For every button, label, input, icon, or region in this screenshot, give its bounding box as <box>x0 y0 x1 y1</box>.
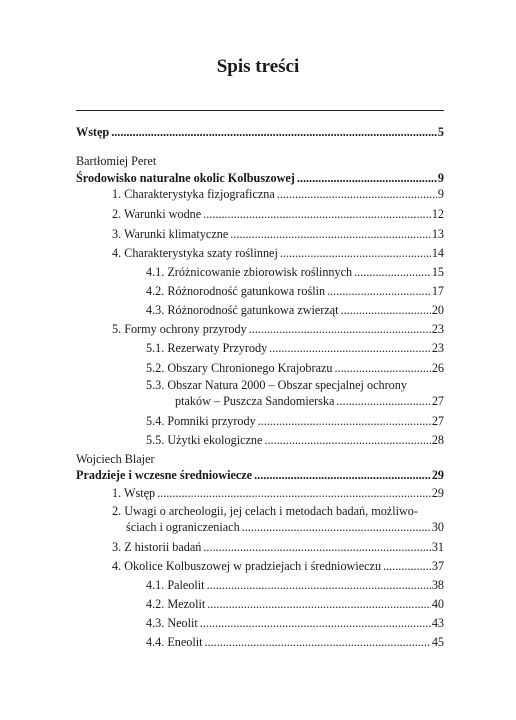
toc-subentry[interactable] <box>146 634 444 651</box>
toc-entry[interactable] <box>112 558 444 575</box>
dot-leader <box>207 596 431 613</box>
toc-subentry-continuation[interactable] <box>175 393 444 410</box>
toc-entry-text: 4.3. Różnorodność gatunkowa zwierząt <box>146 303 339 317</box>
toc-page-number: 13 <box>431 227 444 241</box>
dot-leader <box>334 360 430 377</box>
toc-page-number: 29 <box>431 486 444 500</box>
toc-entry-first-line[interactable]: 2. Uwagi o archeologii, jej celach i metodach badań, możliwo- <box>112 504 418 518</box>
dot-leader <box>254 467 431 484</box>
dot-leader <box>205 634 431 651</box>
toc-page-number: 9 <box>437 171 444 185</box>
toc-subentry[interactable] <box>146 264 444 281</box>
toc-entry-text: 5.1. Rezerwaty Przyrody <box>146 341 268 355</box>
toc-page-number: 27 <box>431 394 444 408</box>
section-title[interactable] <box>76 467 444 484</box>
toc-entry-continuation[interactable] <box>126 519 444 536</box>
dot-leader <box>383 558 431 575</box>
toc-entry-text: 4. Okolice Kolbuszowej w pradziejach i średniowieczu <box>112 559 382 573</box>
dot-leader <box>249 321 431 338</box>
toc-subentry[interactable] <box>146 432 444 449</box>
dot-leader <box>242 519 431 536</box>
dot-leader <box>354 264 431 281</box>
toc-subentry[interactable] <box>146 413 444 430</box>
toc-entry-text: 4.2. Mezolit <box>146 597 206 611</box>
toc-subentry[interactable] <box>146 615 444 632</box>
toc-entry[interactable] <box>112 539 444 556</box>
toc-subentry-first-line[interactable]: 5.3. Obszar Natura 2000 – Obszar specjalnej ochrony <box>146 378 407 392</box>
toc-page-number: 31 <box>431 540 444 554</box>
toc-entry-text: 5.4. Pomniki przyrody <box>146 414 256 428</box>
toc-page-number: 9 <box>437 187 444 201</box>
toc-entry-text: 1. Charakterystyka fizjograficzna <box>112 187 275 201</box>
dot-leader <box>269 340 431 357</box>
dot-leader <box>207 577 431 594</box>
toc-subentry[interactable] <box>146 360 444 377</box>
toc-entry-text: 3. Warunki klimatyczne <box>112 227 229 241</box>
toc-page-number: 5 <box>437 125 444 139</box>
toc-entry-text: 4.1. Zróżnicowanie zbiorowisk roślinnych <box>146 265 353 279</box>
page-title: Spis treści <box>216 56 300 77</box>
toc-entry[interactable] <box>112 186 444 203</box>
toc-page-number: 23 <box>431 341 444 355</box>
dot-leader <box>258 413 431 430</box>
toc-entry-text: ptaków – Puszcza Sandomierska <box>175 394 335 408</box>
dot-leader <box>341 302 431 319</box>
toc-entry-text: Środowisko naturalne okolic Kolbuszowej <box>76 171 295 185</box>
toc-page-number: 12 <box>431 207 444 221</box>
toc-page-number: 28 <box>431 433 444 447</box>
toc-entry[interactable] <box>112 245 444 262</box>
dot-leader <box>277 186 437 203</box>
toc-subentry[interactable] <box>146 302 444 319</box>
toc-entry-text: 4.3. Neolit <box>146 616 198 630</box>
toc-page-number: 14 <box>431 246 444 260</box>
toc-entry[interactable] <box>112 226 444 243</box>
toc-entry-text: 3. Z historii badań <box>112 540 202 554</box>
toc-page-number: 20 <box>431 303 444 317</box>
toc-entry-text: 4.4. Eneolit <box>146 635 203 649</box>
toc-page-number: 15 <box>431 265 444 279</box>
dot-leader <box>200 615 431 632</box>
toc-page-number: 26 <box>431 361 444 375</box>
toc-entry-text: Wstęp <box>76 125 110 139</box>
toc-entry-text: ściach i ograniczeniach <box>126 520 240 534</box>
toc-entry-intro[interactable] <box>76 124 444 141</box>
dot-leader <box>203 206 431 223</box>
toc-page-number: 30 <box>431 520 444 534</box>
section-author: Bartłomiej Peret <box>76 154 157 168</box>
dot-leader <box>230 226 431 243</box>
toc-entry-text: 5. Formy ochrony przyrody <box>112 322 247 336</box>
toc-entry-text: 2. Warunki wodne <box>112 207 202 221</box>
section-title[interactable] <box>76 170 444 187</box>
toc-entry-text: Pradzieje i wczesne średniowiecze <box>76 468 253 482</box>
toc-subentry[interactable] <box>146 283 444 300</box>
toc-page-number: 40 <box>431 597 444 611</box>
toc-entry[interactable] <box>112 485 444 502</box>
section-author: Wojciech Blajer <box>76 452 155 466</box>
toc-page-number: 29 <box>431 468 444 482</box>
toc-page-number: 17 <box>431 284 444 298</box>
dot-leader <box>264 432 430 449</box>
toc-entry[interactable] <box>112 206 444 223</box>
toc-page-number: 27 <box>431 414 444 428</box>
toc-subentry[interactable] <box>146 596 444 613</box>
dot-leader <box>297 170 437 187</box>
toc-page-number: 43 <box>431 616 444 630</box>
dot-leader <box>111 124 437 141</box>
toc-page-number: 23 <box>431 322 444 336</box>
toc-entry-text: 5.2. Obszary Chronionego Krajobrazu <box>146 361 333 375</box>
toc-subentry[interactable] <box>146 577 444 594</box>
dot-leader <box>336 393 430 410</box>
dot-leader <box>203 539 430 556</box>
toc-entry-text: 5.5. Użytki ekologiczne <box>146 433 263 447</box>
toc-entry-text: 4. Charakterystyka szaty roślinnej <box>112 246 278 260</box>
toc-page-number: 45 <box>431 635 444 649</box>
title-rule <box>76 110 444 111</box>
dot-leader <box>157 485 431 502</box>
toc-subentry[interactable] <box>146 340 444 357</box>
toc-entry-text: 4.1. Paleolit <box>146 578 205 592</box>
dot-leader <box>280 245 431 262</box>
toc-page-number: 38 <box>431 578 444 592</box>
toc-entry[interactable] <box>112 321 444 338</box>
toc-entry-text: 4.2. Różnorodność gatunkowa roślin <box>146 284 326 298</box>
dot-leader <box>327 283 431 300</box>
toc-entry-text: 1. Wstęp <box>112 486 156 500</box>
toc-page-number: 37 <box>431 559 444 573</box>
